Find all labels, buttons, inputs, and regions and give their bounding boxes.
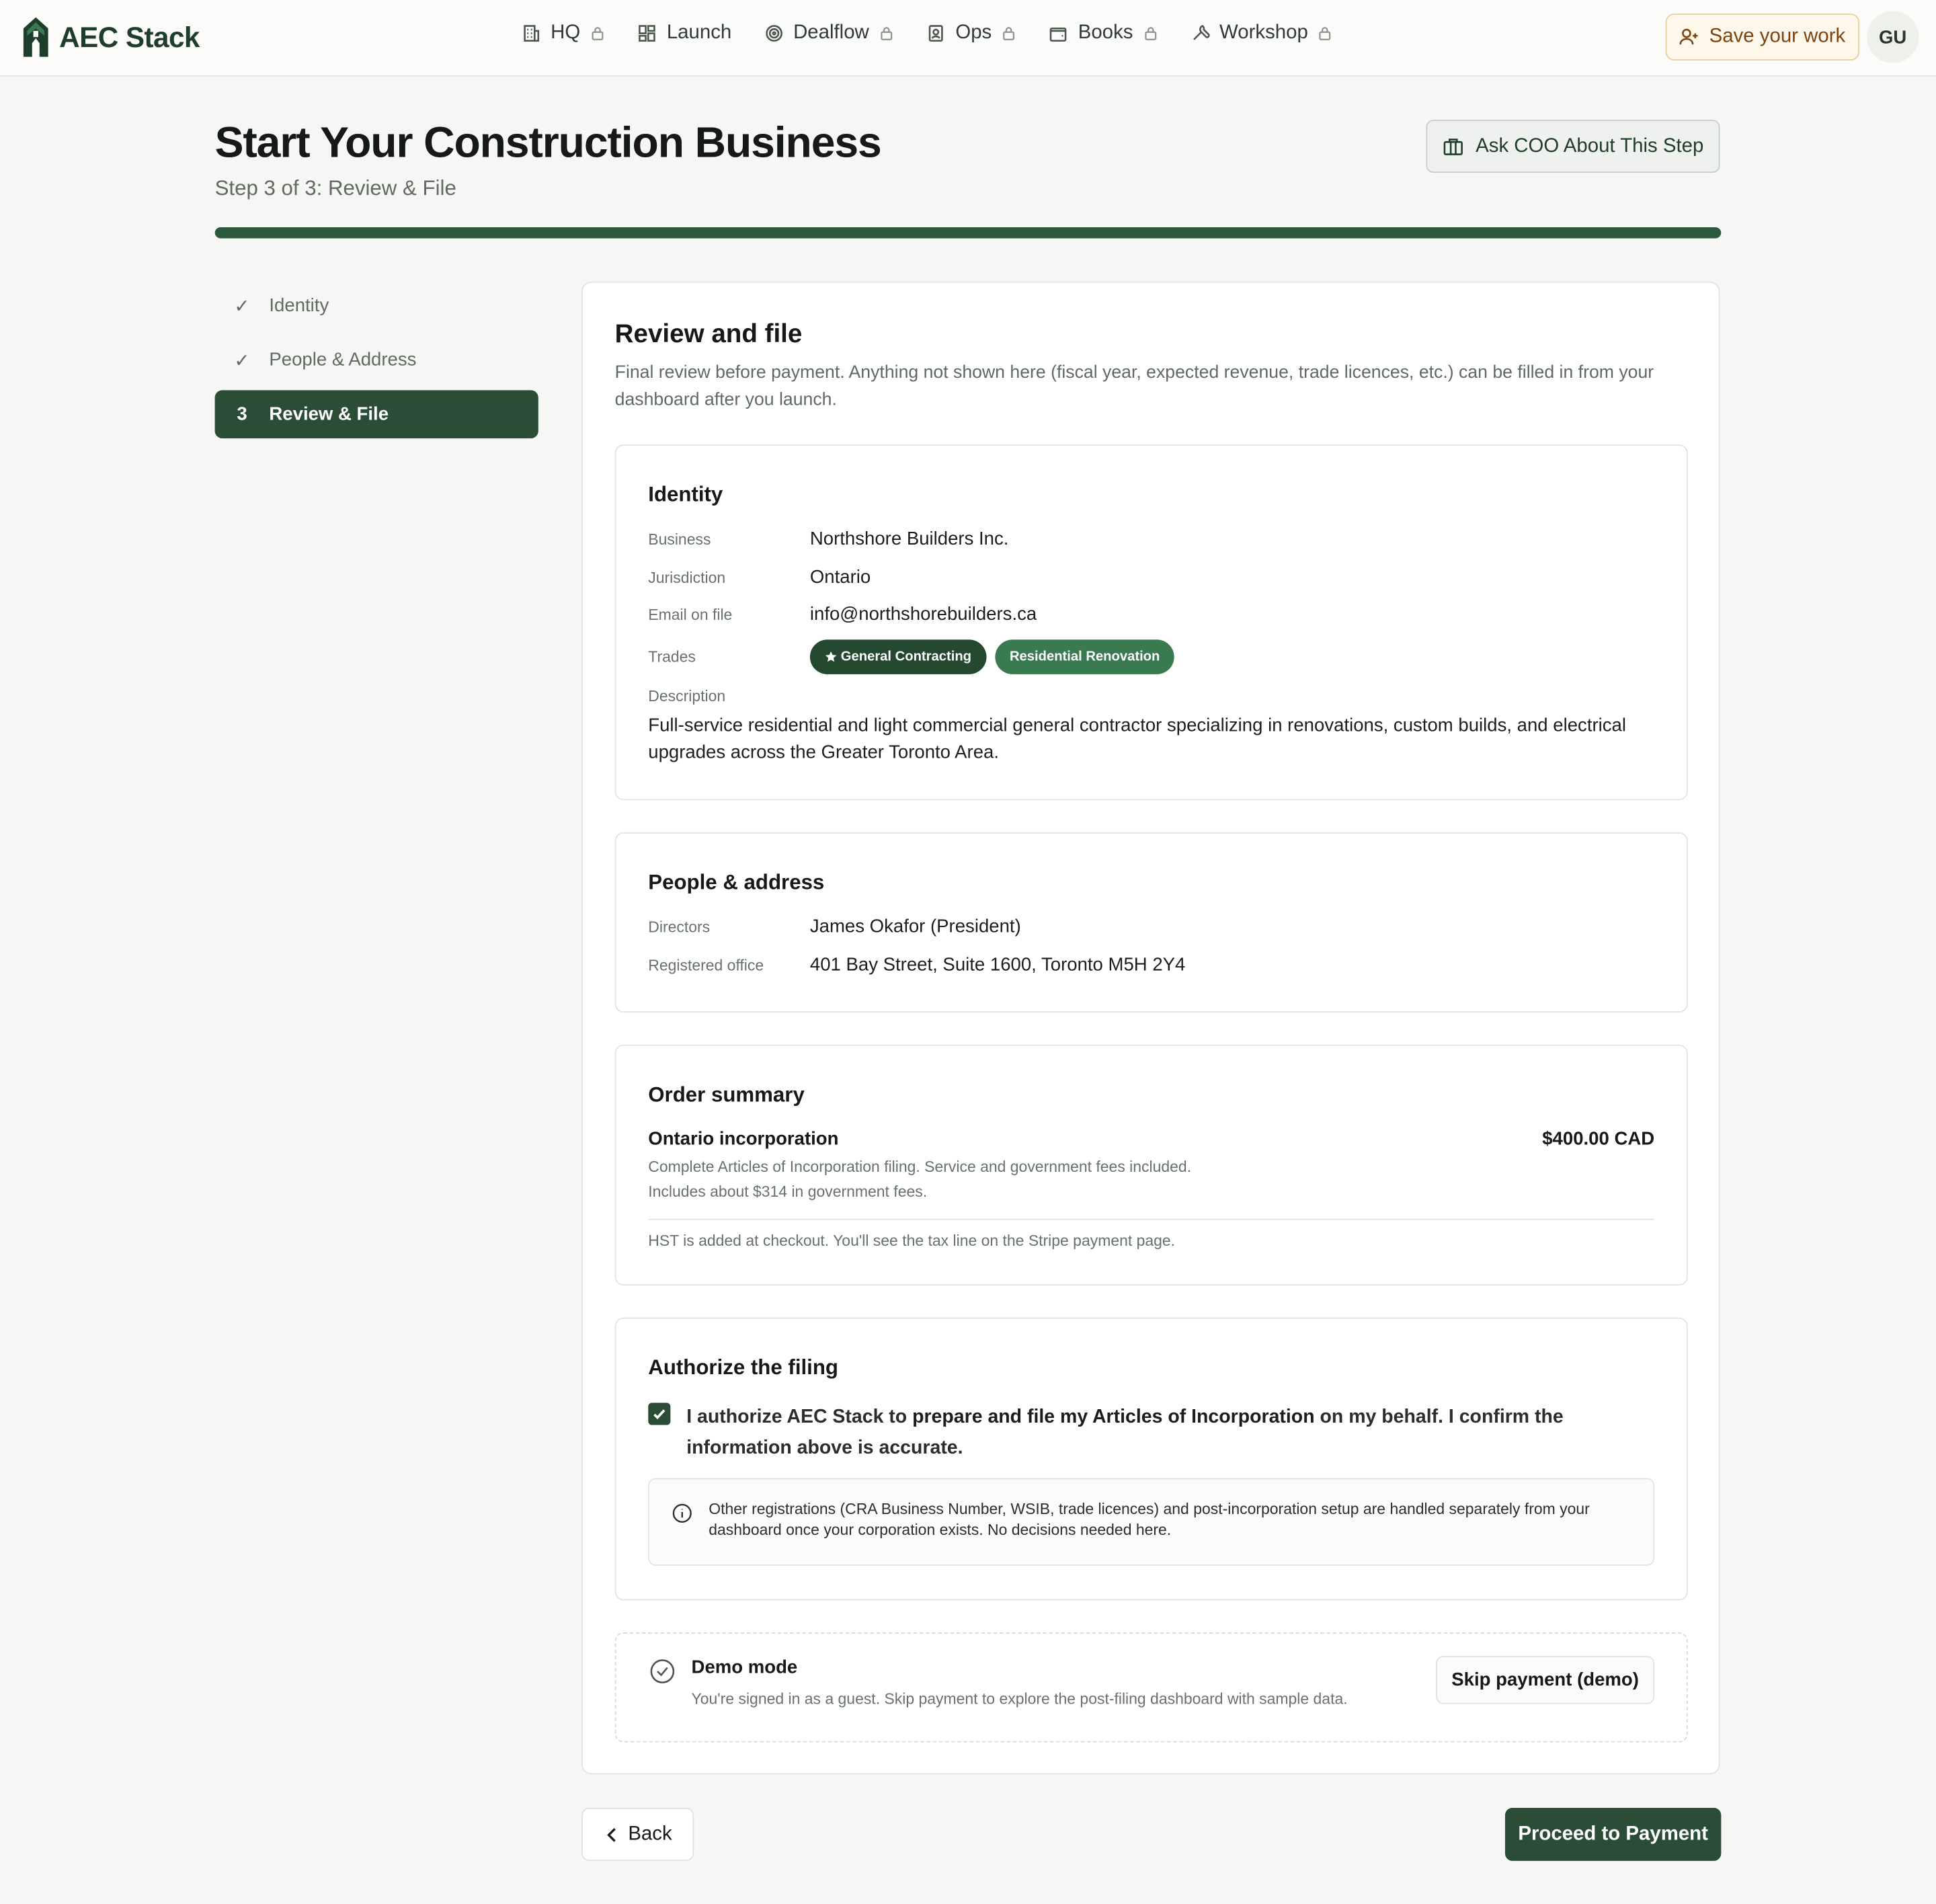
description-value: Full-service residential and light commercial general contractor specializing in renovations, custom builds, and electrical upgrades across the Greater Toronto Area. [648, 715, 1627, 764]
lock-icon [1002, 26, 1016, 41]
progress-bar [215, 227, 1722, 239]
check-circle-icon [649, 1659, 676, 1685]
nav-item-hq[interactable] [521, 22, 605, 44]
order-price: $400.00 CAD [1542, 1128, 1655, 1150]
nav-item-workshop[interactable] [1190, 22, 1333, 44]
step-label: Identity [269, 294, 329, 317]
identity-heading: Identity [648, 483, 723, 507]
info-callout [648, 1478, 1654, 1566]
top-navbar [0, 0, 1936, 77]
email-value: info@northshorebuilders.ca [809, 604, 1037, 625]
demo-mode-panel [615, 1632, 1688, 1742]
building-icon [521, 24, 540, 43]
people-card [615, 832, 1688, 1013]
jurisdiction-label: Jurisdiction [648, 568, 726, 586]
nav-item-ops[interactable] [926, 22, 1016, 44]
review-lead: Final review before payment. Anything not shown here (fiscal year, expected revenue, trade licences, etc.) can be filled in from your dashboard after you launch. [614, 362, 1654, 410]
info-icon [672, 1503, 692, 1523]
check-icon: ✓ [234, 350, 250, 371]
user-avatar[interactable]: GU [1867, 11, 1919, 63]
order-gov-fees: Includes about $314 in government fees. [648, 1183, 928, 1201]
chevron-left-icon [604, 1826, 621, 1843]
authorize-row [648, 1402, 1654, 1464]
nav-label: Ops [955, 22, 992, 44]
nav-item-books[interactable] [1049, 22, 1158, 44]
back-label: Back [628, 1823, 672, 1845]
nav-item-dealflow[interactable] [764, 22, 894, 44]
grid-icon [637, 24, 657, 43]
progress-fill [215, 227, 1722, 239]
authorize-heading: Authorize the filing [648, 1355, 839, 1380]
office-row [648, 955, 1185, 976]
check-icon: ✓ [234, 295, 250, 317]
authorize-card [615, 1318, 1688, 1601]
description-label: Description [648, 688, 726, 705]
back-button[interactable] [581, 1808, 694, 1861]
review-heading: Review and file [614, 319, 803, 348]
email-label: Email on file [648, 605, 733, 623]
logo-icon [19, 16, 52, 58]
nav-label: HQ [551, 22, 581, 44]
badge-icon [926, 24, 945, 43]
brand[interactable] [19, 16, 199, 58]
target-icon [764, 24, 783, 43]
step-identity[interactable] [215, 282, 538, 330]
nav-label: Books [1078, 22, 1133, 44]
office-label: Registered office [648, 956, 764, 974]
user-plus-icon [1680, 27, 1699, 46]
wallet-icon [1049, 24, 1068, 43]
directors-label: Directors [648, 918, 711, 936]
save-work-button[interactable] [1666, 13, 1859, 61]
lock-icon [1318, 26, 1333, 41]
skip-payment-button[interactable]: Skip payment (demo) [1436, 1656, 1654, 1704]
step-list [215, 282, 538, 444]
main-nav [521, 22, 1365, 44]
authorize-checkbox[interactable] [648, 1402, 670, 1425]
proceed-to-payment-button[interactable]: Proceed to Payment [1505, 1808, 1721, 1861]
email-row [648, 604, 1037, 625]
step-label: Review & File [269, 403, 389, 425]
jurisdiction-value: Ontario [809, 567, 871, 588]
people-heading: People & address [648, 870, 825, 894]
order-summary-card [615, 1045, 1688, 1285]
briefcase-icon [1443, 135, 1465, 157]
office-value: 401 Bay Street, Suite 1600, Toronto M5H 2Y4 [809, 954, 1186, 976]
lock-icon [1143, 26, 1158, 41]
authorize-text-emphasis: prepare and file my Articles of Incorporation [912, 1406, 1315, 1428]
step-number: 3 [237, 403, 247, 425]
nav-label: Dealflow [793, 22, 869, 44]
directors-row [648, 916, 1020, 937]
brand-name: AEC Stack [59, 20, 200, 53]
order-heading: Order summary [648, 1082, 805, 1107]
step-people-address[interactable] [215, 336, 538, 385]
trade-chip: Residential Renovation [995, 639, 1174, 674]
demo-title: Demo mode [691, 1657, 798, 1679]
authorize-text: I authorize AEC Stack to prepare and file my Articles of Incorporation on my behalf. I confirm the information above is accurate. [686, 1406, 1564, 1459]
page-title: Start Your Construction Business [214, 118, 881, 167]
save-label: Save your work [1709, 26, 1846, 47]
step-label: People & Address [269, 349, 417, 371]
business-value: Northshore Builders Inc. [809, 528, 1009, 550]
trade-chip-label: General Contracting [840, 649, 972, 665]
nav-item-launch[interactable] [637, 22, 732, 44]
step-review-file[interactable] [215, 390, 538, 438]
ask-coo-label: Ask COO About This Step [1476, 135, 1704, 157]
nav-label: Launch [666, 22, 732, 44]
trades-row [648, 639, 1183, 674]
review-panel [581, 282, 1720, 1775]
demo-subtitle: You're signed in as a guest. Skip payment to explore the post-filing dashboard with sample data. [691, 1690, 1348, 1708]
trade-chip-primary [810, 639, 986, 674]
ask-coo-button[interactable] [1426, 120, 1720, 173]
tax-note: HST is added at checkout. You'll see the tax line on the Stripe payment page. [648, 1232, 1176, 1250]
order-item: Ontario incorporation [648, 1128, 839, 1150]
trades-label: Trades [648, 648, 696, 666]
star-icon [825, 651, 837, 663]
lock-icon [879, 26, 893, 41]
order-note: Complete Articles of Incorporation filing. Service and government fees included. [648, 1158, 1192, 1176]
page-subtitle: Step 3 of 3: Review & File [214, 176, 456, 200]
business-label: Business [648, 530, 711, 548]
lock-icon [590, 26, 605, 41]
nav-label: Workshop [1219, 22, 1308, 44]
directors-value: James Okafor (President) [809, 916, 1021, 938]
divider [648, 1219, 1654, 1220]
wrench-icon [1190, 24, 1209, 43]
check-icon [652, 1406, 667, 1421]
jurisdiction-row [648, 567, 871, 588]
business-row [648, 528, 1008, 549]
info-text: Other registrations (CRA Business Number, WSIB, trade licences) and post-incorporation setup are handled separately from your dashboard once your corporation exists. No decisions needed here. [709, 1500, 1590, 1539]
identity-card [615, 444, 1688, 800]
